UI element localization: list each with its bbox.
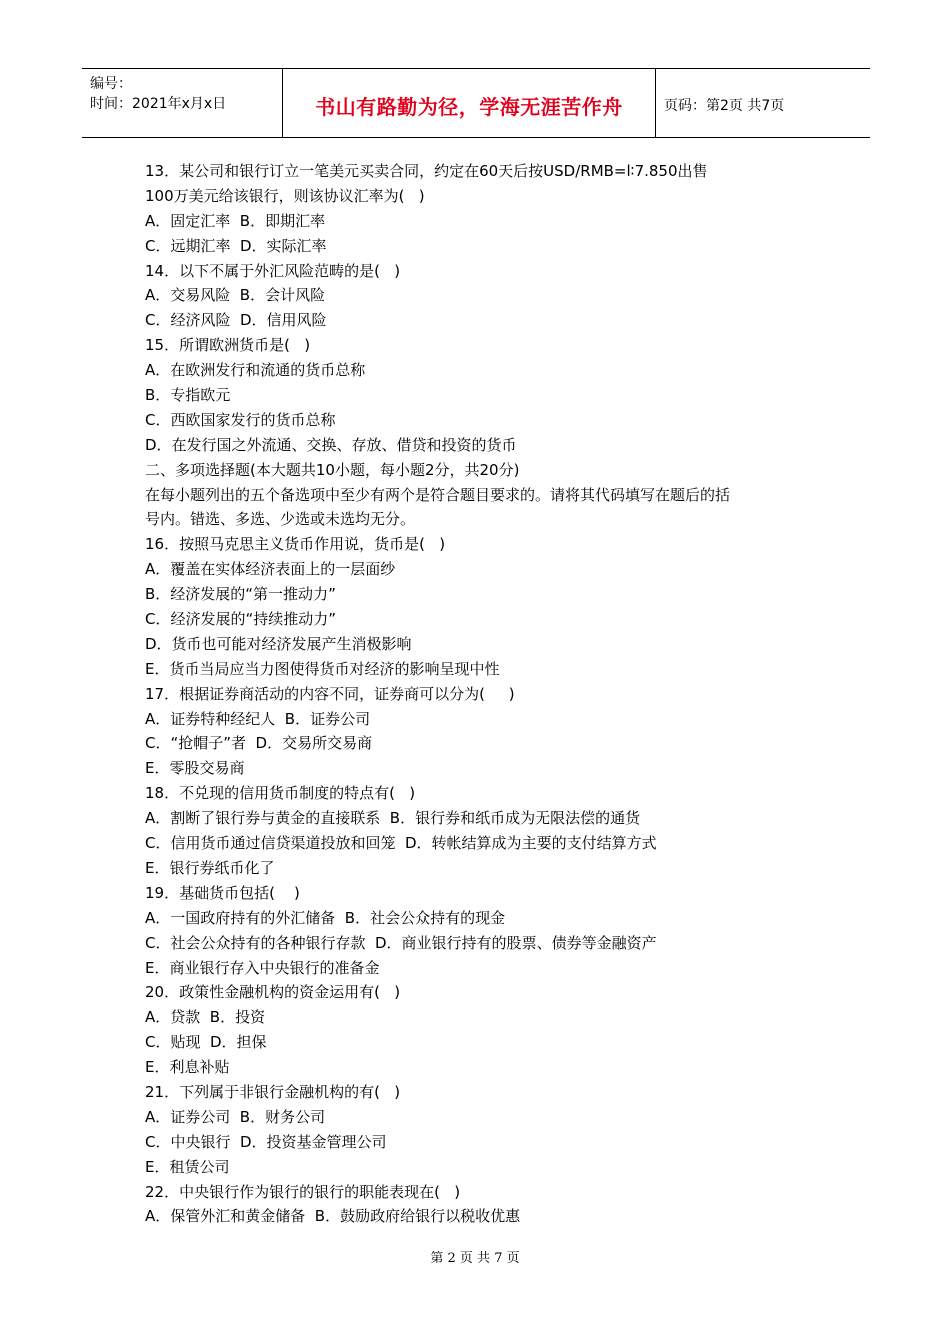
text-line: A．割断了银行券与黄金的直接联系 B．银行券和纸币成为无限法偿的通货 [145, 809, 641, 828]
text-line: C．西欧国家发行的货币总称 [145, 410, 336, 429]
text-line: 13．某公司和银行订立一笔美元买卖合同，约定在60天后按USD/RMB=l∶7.850出售 [145, 162, 708, 180]
text-line: A．证券公司 B．财务公司 [145, 1107, 326, 1126]
text-line: C．信用货币通过信贷渠道投放和回笼 D．转帐结算成为主要的支付结算方式 [145, 834, 657, 853]
text-line: 15．所谓欧洲货币是( ) [145, 336, 311, 355]
text-line: 16．按照马克思主义货币作用说，货币是( ) [145, 535, 446, 554]
text-line: E．货币当局应当力图使得货币对经济的影响呈现中性 [145, 659, 500, 678]
text-line: A．交易风险 B．会计风险 [145, 286, 326, 305]
text-line: E．商业银行存入中央银行的准备金 [145, 958, 380, 977]
text-line: 18．不兑现的信用货币制度的特点有( ) [145, 784, 416, 803]
text-line: E．利息补贴 [145, 1058, 230, 1077]
text-line: C．中央银行 D．投资基金管理公司 [145, 1132, 387, 1151]
text-line: C．经济风险 D．信用风险 [145, 311, 327, 330]
text-line: 100万美元给该银行，则该协议汇率为( ) [145, 186, 425, 205]
text-line: E．零股交易商 [145, 759, 245, 778]
text-line: A．一国政府持有的外汇储备 B．社会公众持有的现金 [145, 908, 506, 927]
text-line: 20．政策性金融机构的资金运用有( ) [145, 983, 401, 1002]
text-line: C．“抢帽子”者 D．交易所交易商 [145, 734, 373, 753]
text-line: D．货币也可能对经济发展产生消极影响 [145, 634, 412, 653]
text-line: 号内。错选、多选、少选或未选均无分。 [145, 510, 416, 529]
header-motto: 书山有路勤为径，学海无涯苦作舟 [315, 95, 623, 119]
header-motto-cell [283, 69, 656, 137]
exam-questions [145, 159, 825, 1229]
text-line: A．在欧洲发行和流通的货币总称 [145, 361, 366, 380]
text-line: C．远期汇率 D．实际汇率 [145, 236, 327, 255]
document-id-label: 编号： [90, 76, 132, 92]
text-line: B．专指欧元 [145, 386, 231, 405]
text-line: A．覆盖在实体经济表面上的一层面纱 [145, 560, 396, 579]
text-line: A．证券特种经纪人 B．证券公司 [145, 709, 371, 728]
header-page-cell [656, 69, 870, 137]
text-line: 19．基础货币包括( ) [145, 883, 300, 902]
text-line: 22．中央银行作为银行的银行的职能表现在( ) [145, 1182, 461, 1201]
text-line: 二、多项选择题(本大题共10小题，每小题2分，共20分) [145, 460, 520, 479]
text-line: E．银行券纸币化了 [145, 858, 275, 877]
text-line: C．社会公众持有的各种银行存款 D．商业银行持有的股票、债券等金融资产 [145, 933, 657, 952]
text-line: 21．下列属于非银行金融机构的有( ) [145, 1082, 401, 1101]
text-line: E．租赁公司 [145, 1157, 230, 1176]
header-meta-cell [82, 69, 283, 137]
text-line: 17．根据证券商活动的内容不同，证券商可以分为( ) [145, 684, 515, 703]
page-header [82, 68, 870, 138]
text-line: A．贷款 B．投资 [145, 1008, 266, 1027]
text-line: D．在发行国之外流通、交换、存放、借贷和投资的货币 [145, 435, 517, 454]
text-line: A．固定汇率 B．即期汇率 [145, 211, 326, 230]
text-line: C．贴现 D．担保 [145, 1033, 267, 1052]
text-line: A．保管外汇和黄金储备 B．鼓励政府给银行以税收优惠 [145, 1207, 521, 1226]
text-line: B．经济发展的“第一推动力” [145, 585, 336, 604]
page-footer: 第 2 页 共 7 页 [430, 1251, 520, 1266]
header-page-number: 页码：第2页 共7页 [664, 98, 785, 114]
text-line: C．经济发展的“持续推动力” [145, 610, 337, 629]
document-date: 时间：2021年x月x日 [90, 96, 227, 112]
text-line: 在每小题列出的五个备选项中至少有两个是符合题目要求的。请将其代码填写在题后的括 [145, 485, 731, 504]
text-line: 14．以下不属于外汇风险范畴的是( ) [145, 261, 401, 280]
